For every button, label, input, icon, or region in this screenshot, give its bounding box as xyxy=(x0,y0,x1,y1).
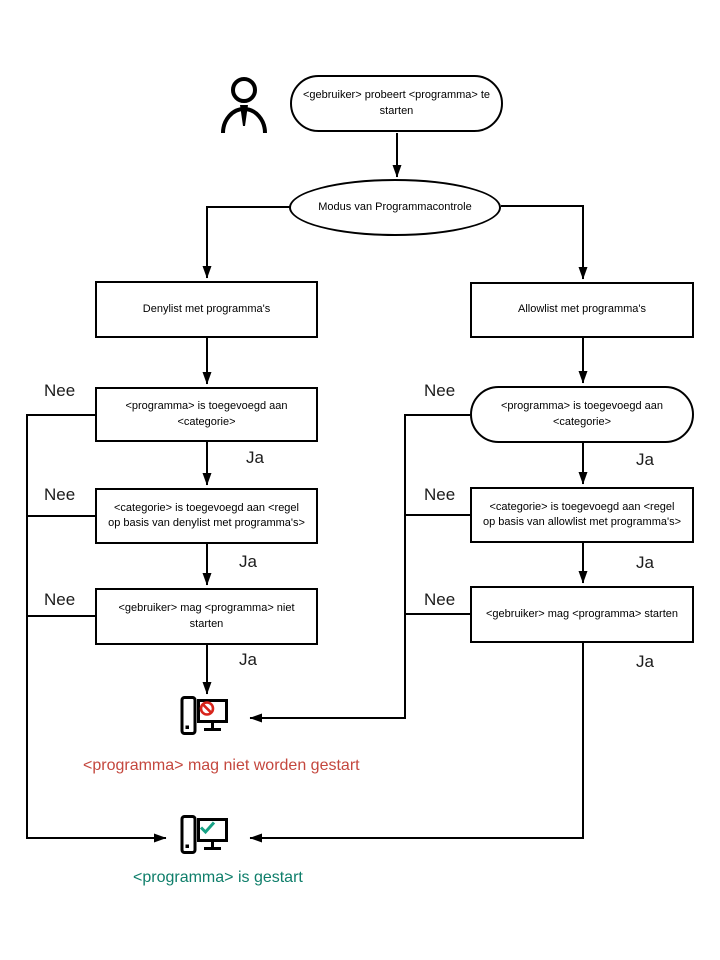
user-icon xyxy=(219,76,269,136)
node-mode: Modus van Programmacontrole xyxy=(289,179,501,236)
ja-rail-right-to-started xyxy=(250,643,583,838)
label-ja-right-2: Ja xyxy=(636,553,654,572)
node-allowlist: Allowlist met programma's xyxy=(470,282,694,338)
node-deny-added-category: <programma> is toegevoegd aan <categorie> xyxy=(95,387,318,442)
node-denylist: Denylist met programma's xyxy=(95,281,318,338)
label-nee-left-1: Nee xyxy=(44,381,76,400)
label-nee-right-1: Nee xyxy=(424,381,456,400)
label-nee-left-2: Nee xyxy=(44,485,76,504)
node-deny-category-rule: <categorie> is toegevoegd aan <regel op basis van denylist met programma's> xyxy=(95,488,318,544)
arrow-mode-to-denylist xyxy=(207,207,291,278)
label-ja-left-3: Ja xyxy=(239,650,257,669)
label-nee-left-3: Nee xyxy=(44,590,76,609)
result-blocked-text: <programma> mag niet worden gestart xyxy=(83,757,360,774)
node-allow-user-action: <gebruiker> mag <programma> starten xyxy=(470,586,694,643)
node-allow-added-category: <programma> is toegevoegd aan <categorie> xyxy=(470,386,694,443)
label-ja-left-2: Ja xyxy=(239,552,257,571)
nee-rail-right-to-blocked xyxy=(250,415,470,718)
label-ja-right-3: Ja xyxy=(636,652,654,671)
node-allow-category-rule: <categorie> is toegevoegd aan <regel op basis van allowlist met programma's> xyxy=(470,487,694,543)
computer-started-icon xyxy=(180,815,230,859)
node-deny-user-action: <gebruiker> mag <programma> niet starten xyxy=(95,588,318,645)
arrow-mode-to-allowlist xyxy=(501,206,583,279)
label-nee-right-3: Nee xyxy=(424,590,456,609)
label-ja-left-1: Ja xyxy=(246,448,264,467)
label-ja-right-1: Ja xyxy=(636,450,654,469)
node-start: <gebruiker> probeert <programma> te starten xyxy=(290,75,503,132)
result-started-text: <programma> is gestart xyxy=(133,869,303,886)
label-nee-right-2: Nee xyxy=(424,485,456,504)
computer-blocked-icon xyxy=(180,696,230,740)
